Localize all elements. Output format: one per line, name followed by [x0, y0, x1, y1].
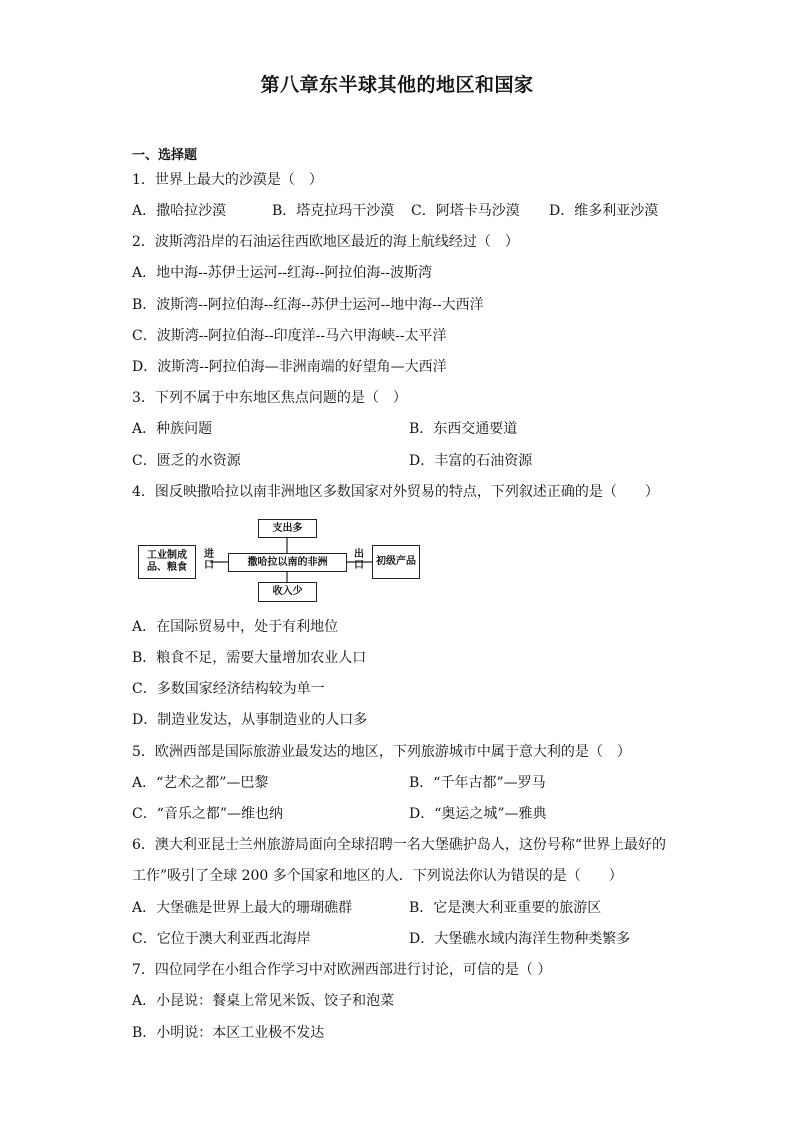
- question-2-option-d: D．波斯湾--阿拉伯海—非洲南端的好望角—大西洋: [132, 359, 447, 375]
- question-5-option-d: D．“奥运之城”—雅典: [409, 806, 547, 822]
- question-5-stem: 5．欧洲西部是国际旅游业最发达的地区，下列旅游城市中属于意大利的是（ ）: [132, 744, 631, 760]
- section-heading: 一、选择题: [132, 148, 198, 163]
- question-5-option-c: C．“音乐之都”—维也纳: [132, 806, 284, 822]
- question-1-option-d: D．维多利亚沙漠: [549, 203, 659, 219]
- box-manufactured-goods: 工业制成品、粮食: [138, 545, 196, 579]
- question-4-option-b: B．粮食不足，需要大量增加农业人口: [132, 650, 367, 666]
- question-7-option-a: A．小昆说：餐桌上常见米饭、饺子和泡菜: [132, 993, 395, 1009]
- question-6-stem-continued: 工作”吸引了全球 200 多个国家和地区的人．下列说法你认为错误的是（ ）: [132, 868, 623, 884]
- question-1-stem: 1．世界上最大的沙漠是（ ）: [132, 172, 323, 188]
- trade-diagram: [138, 516, 428, 606]
- question-3-option-d: D．丰富的石油资源: [409, 453, 533, 469]
- question-4-option-d: D．制造业发达，从事制造业的人口多: [132, 712, 368, 728]
- label-export: 出口: [354, 549, 364, 571]
- question-5-option-a: A．“艺术之都”—巴黎: [132, 775, 269, 791]
- box-high-expenditure: 支出多: [258, 519, 317, 538]
- question-6-option-d: D．大堡礁水域内海洋生物种类繁多: [409, 931, 631, 947]
- question-4-option-c: C．多数国家经济结构较为单一: [132, 681, 325, 697]
- question-3-stem: 3．下列不属于中东地区焦点问题的是（ ）: [132, 390, 407, 406]
- box-primary-products: 初级产品: [372, 545, 420, 579]
- question-1-option-a: A．撒哈拉沙漠: [132, 203, 227, 219]
- box-sub-saharan-africa: 撒哈拉以南的非洲: [228, 553, 347, 572]
- question-3-option-a: A．种族问题: [132, 421, 213, 437]
- question-7-option-b: B．小明说：本区工业极不发达: [132, 1025, 325, 1041]
- question-4-stem: 4．图反映撒哈拉以南非洲地区多数国家对外贸易的特点，下列叙述正确的是（ ）: [132, 484, 659, 500]
- question-3-option-c: C．匮乏的水资源: [132, 453, 241, 469]
- question-5-option-b: B．“千年古都”—罗马: [409, 775, 546, 791]
- question-6-option-a: A．大堡礁是世界上最大的珊瑚礁群: [132, 900, 353, 916]
- question-6-option-c: C．它位于澳大利亚西北海岸: [132, 931, 311, 947]
- question-2-option-b: B．波斯湾--阿拉伯海--红海--苏伊士运河--地中海--大西洋: [132, 297, 484, 313]
- label-import: 进口: [204, 549, 214, 571]
- question-3-option-b: B．东西交通要道: [409, 421, 518, 437]
- question-2-option-a: A．地中海--苏伊士运河--红海--阿拉伯海--波斯湾: [132, 265, 432, 281]
- question-1-option-c: C．阿塔卡马沙漠: [411, 203, 520, 219]
- question-1-option-b: B．塔克拉玛干沙漠: [272, 203, 395, 219]
- question-2-stem: 2．波斯湾沿岸的石油运往西欧地区最近的海上航线经过（ ）: [132, 234, 519, 250]
- box-low-income: 收入少: [258, 582, 317, 602]
- question-4-option-a: A．在国际贸易中，处于有利地位: [132, 619, 339, 635]
- question-2-option-c: C．波斯湾--阿拉伯海--印度洋--马六甲海峡--太平洋: [132, 328, 447, 344]
- question-6-option-b: B．它是澳大利亚重要的旅游区: [409, 900, 602, 916]
- question-6-stem: 6．澳大利亚昆士兰州旅游局面向全球招聘一名大堡礁护岛人，这份号称“世界上最好的: [132, 837, 667, 853]
- question-7-stem: 7．四位同学在小组合作学习中对欧洲西部进行讨论，可信的是（ ）: [132, 962, 552, 978]
- page-title: 第八章东半球其他的地区和国家: [260, 74, 534, 96]
